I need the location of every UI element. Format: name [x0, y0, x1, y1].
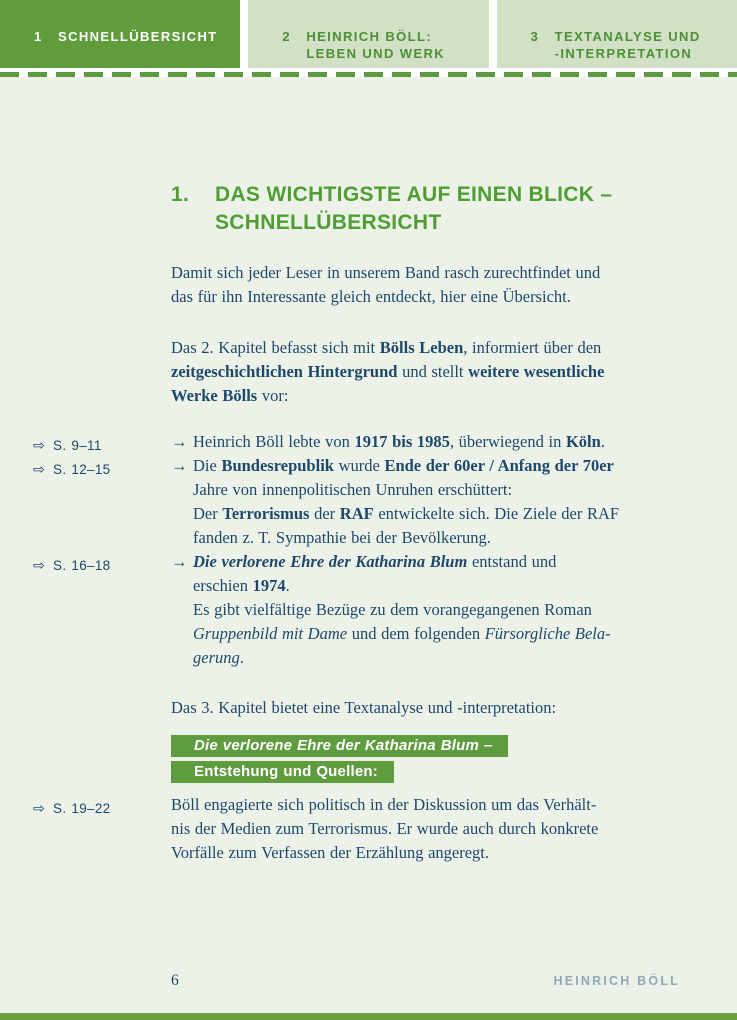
- page-number: 6: [171, 972, 179, 989]
- chapter-tab-bar: [0, 0, 737, 77]
- overview-list: [0, 430, 737, 670]
- list-item: [33, 454, 701, 550]
- title-line: DAS WICHTIGSTE AUF EINEN BLICK –: [215, 183, 613, 206]
- title-text: [215, 181, 612, 237]
- page-reference: [33, 796, 110, 821]
- highlight-line-title: Die verlorene Ehre der Katharina Blum –: [171, 735, 508, 757]
- tab-label-line: TEXTANALYSE UND: [554, 29, 701, 44]
- tab-number: 2: [282, 29, 291, 44]
- list-item: [33, 430, 701, 454]
- intro-paragraph: Damit sich jeder Leser in unserem Band rasch zurechtfindet und das für ihn Interessante gleich entdeckt, hier eine Übersicht.: [171, 263, 601, 306]
- page-ref-arrow-icon: ⇨: [33, 800, 46, 816]
- tab-number: 3: [530, 29, 540, 44]
- page-ref-label: S. 16–18: [53, 558, 111, 573]
- page-ref-label: S. 19–22: [53, 801, 111, 816]
- page-reference: [33, 553, 110, 578]
- title-line: SCHNELLÜBERSICHT: [215, 211, 442, 234]
- running-book-title: HEINRICH BÖLL: [553, 974, 680, 988]
- page-ref-arrow-icon: ⇨: [33, 557, 46, 573]
- list-item-text: Die Bundesrepublik wurde Ende der 60er / Anfang der 70er Jahre von innenpolitischen Unruhen erschüttert: Der Terrorismus der RAF entwickelte sich. Die Ziele der RAF fanden z. T. Sympathie bei der Bevölkerung.: [193, 456, 620, 547]
- tab-leben-und-werk[interactable]: [248, 0, 488, 68]
- page-title: [171, 181, 697, 237]
- arrow-bullet-icon: →: [171, 552, 188, 571]
- chapter2-paragraph: Das 2. Kapitel befasst sich mit Bölls Leben, informiert über den zeitgeschichtlichen Hintergrund und stellt weitere wesentliche Werke Bölls vor:: [171, 338, 605, 405]
- final-item-text: Böll engagierte sich politisch in der Diskussion um das Verhält- nis der Medien zum Terrorismus. Er wurde auch durch konkrete Vorfälle zum Verfassen der Erzählung angeregt.: [171, 795, 599, 862]
- arrow-bullet-icon: →: [171, 456, 188, 475]
- tabs-row: [0, 0, 737, 68]
- tab-label: [58, 28, 218, 68]
- title-number: 1.: [171, 183, 190, 206]
- chapter3-paragraph: Das 3. Kapitel bietet eine Textanalyse und -interpretation:: [171, 698, 557, 717]
- list-item-text: Die verlorene Ehre der Katharina Blum entstand und erschien 1974. Es gibt vielfältige Bezüge zu dem vorangegangenen Roman Gruppenbild mit Dame und dem folgenden Fürsorgliche Bela- gerung.: [193, 552, 611, 667]
- highlight-heading: [171, 735, 737, 783]
- tab-label: [555, 28, 701, 68]
- arrow-bullet-icon: →: [171, 432, 188, 451]
- page-ref-arrow-icon: ⇨: [33, 461, 46, 477]
- highlight-line-subtitle: Entstehung und Quellen:: [171, 761, 394, 783]
- page-footer: [171, 972, 680, 990]
- tab-label-line: SCHNELLÜBERSICHT: [58, 29, 218, 44]
- page-reference: [33, 433, 102, 458]
- page-ref-arrow-icon: ⇨: [33, 437, 46, 453]
- list-item: [33, 550, 701, 670]
- tab-schnelluebersicht[interactable]: [0, 0, 240, 68]
- page-ref-label: S. 12–15: [53, 462, 111, 477]
- dashed-divider: [0, 72, 737, 77]
- tab-label-line: -INTERPRETATION: [554, 46, 693, 61]
- page-reference: [33, 457, 110, 482]
- page-ref-label: S. 9–11: [53, 438, 102, 453]
- tab-number: 1: [34, 29, 43, 44]
- tab-label-line: LEBEN UND WERK: [306, 46, 446, 61]
- bottom-accent-bar: [0, 1013, 737, 1020]
- list-item-text: Heinrich Böll lebte von 1917 bis 1985, überwiegend in Köln.: [193, 432, 605, 451]
- tab-textanalyse[interactable]: [497, 0, 737, 68]
- body-text: [0, 261, 737, 865]
- tab-label: [306, 28, 445, 68]
- tab-label-line: HEINRICH BÖLL:: [306, 29, 433, 44]
- final-item: [33, 793, 701, 865]
